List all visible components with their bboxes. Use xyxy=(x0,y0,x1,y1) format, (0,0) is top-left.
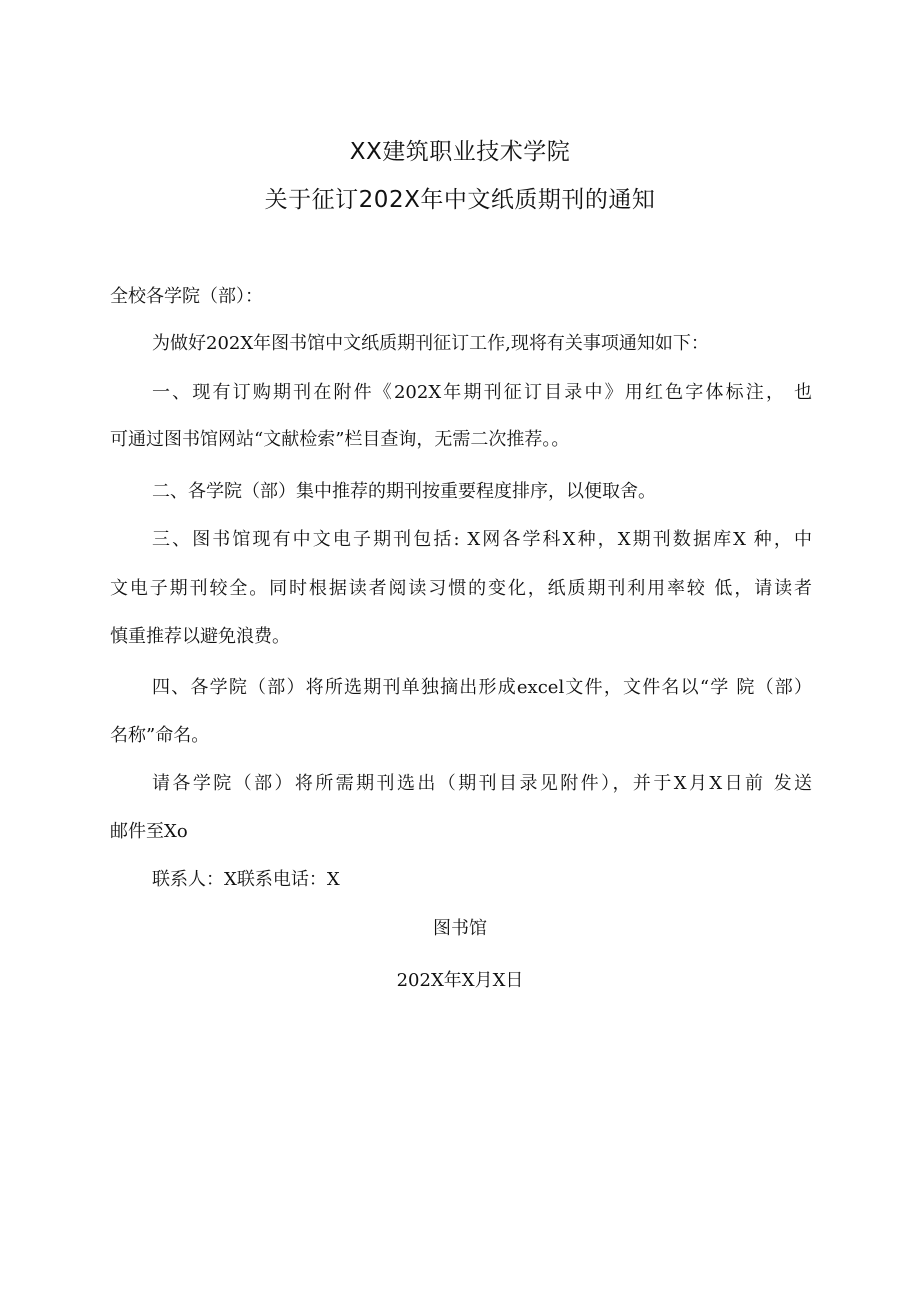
item3-line3: 慎重推荐以避免浪费。 xyxy=(110,626,290,647)
item1-line2: 可通过图书馆网站“文献检索”栏目查询，无需二次推荐。。 xyxy=(110,429,570,450)
item4-line2: 名称”命名。 xyxy=(110,725,210,746)
item1-line1: 一、现有订购期刊在附件《202X年期刊征订目录中》用红色字体标注， 也 xyxy=(152,382,812,403)
item3-line1: 三、图书馆现有中文电子期刊包括: X网各学科X种，X期刊数据库X 种，中 xyxy=(152,529,812,550)
request-line2: 邮件至Xo xyxy=(110,821,188,842)
notice-title: 关于征订202X年中文纸质期刊的通知 xyxy=(264,187,656,213)
request-line1: 请各学院（部）将所需期刊选出（期刊目录见附件），并于X月X日前 发送 xyxy=(152,773,812,794)
signature: 图书馆 xyxy=(433,918,487,939)
intro-paragraph: 为做好202X年图书馆中文纸质期刊征订工作,现将有关事项通知如下： xyxy=(152,333,709,354)
item4-line1: 四、各学院（部）将所选期刊单独摘出形成excel文件，文件名以“学 院（部） xyxy=(152,677,812,698)
salutation: 全校各学院（部）： xyxy=(110,286,263,307)
item3-line2: 文电子期刊较全。同时根据读者阅读习惯的变化，纸质期刊利用率较 低，请读者 xyxy=(110,578,812,599)
date: 202X年X月X日 xyxy=(396,970,524,991)
contact-line: 联系人：X联系电话：X xyxy=(152,869,340,890)
school-name-title: XX建筑职业技术学院 xyxy=(349,139,571,165)
item2-paragraph: 二、各学院（部）集中推荐的期刊按重要程度排序，以便取舍。 xyxy=(152,481,656,502)
